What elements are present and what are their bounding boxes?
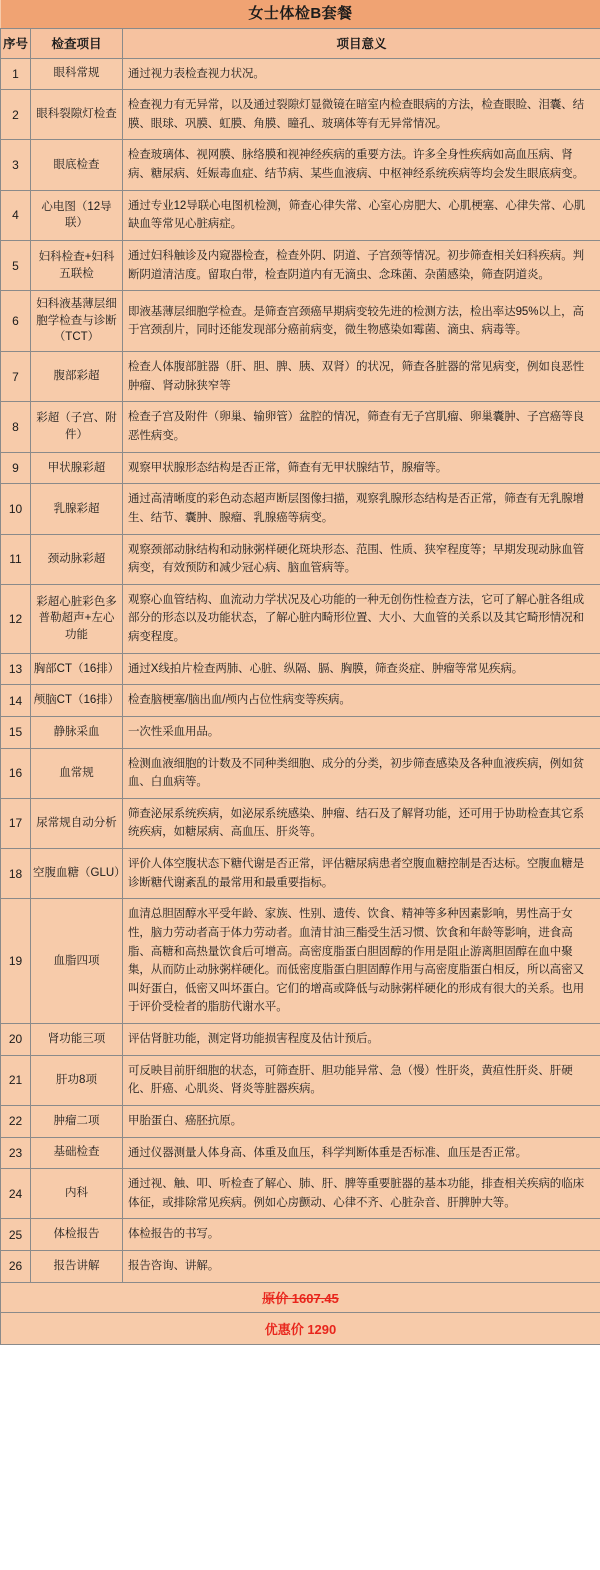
row-number: 2 <box>1 90 31 140</box>
row-number: 19 <box>1 899 31 1024</box>
row-item-name: 腹部彩超 <box>31 352 123 402</box>
row-item-name: 眼科常规 <box>31 58 123 90</box>
table-title-row <box>1 0 600 28</box>
table-row <box>1 190 600 240</box>
table-row <box>1 291 600 352</box>
row-item-name: 乳腺彩超 <box>31 484 123 534</box>
table-row <box>1 1105 600 1137</box>
row-number: 23 <box>1 1137 31 1169</box>
row-number: 25 <box>1 1219 31 1251</box>
table-row <box>1 1024 600 1056</box>
column-header-meaning: 项目意义 <box>123 28 600 58</box>
row-number: 9 <box>1 452 31 484</box>
column-header-no: 序号 <box>1 28 31 58</box>
discount-price-row <box>1 1312 600 1344</box>
row-number: 26 <box>1 1251 31 1283</box>
table-row <box>1 685 600 717</box>
table-row <box>1 653 600 685</box>
row-item-meaning: 检查脑梗塞/脑出血/颅内占位性病变等疾病。 <box>123 685 600 717</box>
row-item-name: 眼底检查 <box>31 140 123 190</box>
table-row <box>1 798 600 848</box>
row-item-name: 心电图（12导联） <box>31 190 123 240</box>
row-number: 17 <box>1 798 31 848</box>
row-item-meaning: 检查视力有无异常，以及通过裂隙灯显微镜在暗室内检查眼病的方法，检查眼睑、泪囊、结膜、眼球、巩膜、虹膜、角膜、瞳孔、玻璃体等有无异常情况。 <box>123 90 600 140</box>
row-item-name: 彩超（子宫、附件） <box>31 402 123 452</box>
row-number: 18 <box>1 849 31 899</box>
column-header-item: 检查项目 <box>31 28 123 58</box>
row-item-meaning: 检查子宫及附件（卵巢、输卵管）盆腔的情况，筛查有无子宫肌瘤、卵巢囊肿、子宫癌等良恶性病变。 <box>123 402 600 452</box>
table-row <box>1 1169 600 1219</box>
table-row <box>1 1137 600 1169</box>
row-item-name: 基础检查 <box>31 1137 123 1169</box>
table-row <box>1 484 600 534</box>
row-number: 5 <box>1 240 31 290</box>
row-item-name: 体检报告 <box>31 1219 123 1251</box>
row-item-name: 尿常规自动分析 <box>31 798 123 848</box>
row-number: 6 <box>1 291 31 352</box>
row-item-meaning: 通过视、触、叩、听检查了解心、肺、肝、脾等重要脏器的基本功能，排查相关疾病的临床体征，或排除常见疾病。例如心房颤动、心律不齐、心脏杂音、肝脾肿大等。 <box>123 1169 600 1219</box>
row-item-name: 空腹血糖（GLU） <box>31 849 123 899</box>
table-row <box>1 402 600 452</box>
row-item-meaning: 通过X线拍片检查两肺、心脏、纵隔、膈、胸膜，筛查炎症、肿瘤等常见疾病。 <box>123 653 600 685</box>
table-row <box>1 452 600 484</box>
row-number: 24 <box>1 1169 31 1219</box>
row-item-name: 肿瘤二项 <box>31 1105 123 1137</box>
row-item-name: 颅脑CT（16排） <box>31 685 123 717</box>
row-item-meaning: 体检报告的书写。 <box>123 1219 600 1251</box>
row-number: 8 <box>1 402 31 452</box>
row-item-meaning: 评估肾脏功能，测定肾功能损害程度及估计预后。 <box>123 1024 600 1056</box>
row-number: 1 <box>1 58 31 90</box>
row-number: 12 <box>1 584 31 653</box>
row-number: 14 <box>1 685 31 717</box>
row-item-name: 肾功能三项 <box>31 1024 123 1056</box>
row-number: 20 <box>1 1024 31 1056</box>
table-row <box>1 716 600 748</box>
table-row <box>1 240 600 290</box>
row-number: 21 <box>1 1055 31 1105</box>
row-item-name: 静脉采血 <box>31 716 123 748</box>
row-number: 15 <box>1 716 31 748</box>
row-item-meaning: 通过仪器测量人体身高、体重及血压，科学判断体重是否标准、血压是否正常。 <box>123 1137 600 1169</box>
row-item-meaning: 检测血液细胞的计数及不同种类细胞、成分的分类，初步筛查感染及各种血液疾病，例如贫血、白血病等。 <box>123 748 600 798</box>
table-row <box>1 748 600 798</box>
row-item-name: 内科 <box>31 1169 123 1219</box>
row-number: 11 <box>1 534 31 584</box>
row-item-meaning: 甲胎蛋白、癌胚抗原。 <box>123 1105 600 1137</box>
row-number: 3 <box>1 140 31 190</box>
row-item-meaning: 即液基薄层细胞学检查。是筛查宫颈癌早期病变较先进的检测方法，检出率达95%以上，高于宫颈刮片，同时还能发现部分癌前病变，微生物感染如霉菌、滴虫、病毒等。 <box>123 291 600 352</box>
row-item-meaning: 观察甲状腺形态结构是否正常，筛查有无甲状腺结节，腺瘤等。 <box>123 452 600 484</box>
table-row <box>1 1055 600 1105</box>
table-row <box>1 849 600 899</box>
row-item-meaning: 一次性采血用品。 <box>123 716 600 748</box>
row-item-meaning: 评价人体空腹状态下糖代谢是否正常，评估糖尿病患者空腹血糖控制是否达标。空腹血糖是诊断糖代谢紊乱的最常用和最重要指标。 <box>123 849 600 899</box>
row-item-name: 眼科裂隙灯检查 <box>31 90 123 140</box>
row-item-name: 肝功8项 <box>31 1055 123 1105</box>
row-item-meaning: 检查人体腹部脏器（肝、胆、脾、胰、双肾）的状况，筛查各脏器的常见病变，例如良恶性肿瘤、肾动脉狭窄等 <box>123 352 600 402</box>
row-number: 10 <box>1 484 31 534</box>
table-row <box>1 140 600 190</box>
table-row <box>1 58 600 90</box>
original-price-text: 原价 1607.45 <box>262 1290 339 1306</box>
row-item-meaning: 可反映目前肝细胞的状态，可筛查肝、胆功能异常、急（慢）性肝炎，黄疸性肝炎、肝硬化、肝癌、心肌炎、肾炎等脏器疾病。 <box>123 1055 600 1105</box>
row-item-meaning: 通过专业12导联心电图机检测，筛查心律失常、心室心房肥大、心肌梗塞、心律失常、心肌缺血等常见心脏病症。 <box>123 190 600 240</box>
row-item-meaning: 通过视力表检查视力状况。 <box>123 58 600 90</box>
row-item-meaning: 筛查泌尿系统疾病，如泌尿系统感染、肿瘤、结石及了解肾功能，还可用于协助检查其它系统疾病，如糖尿病、高血压、肝炎等。 <box>123 798 600 848</box>
page-title: 女士体检B套餐 <box>1 0 600 28</box>
row-item-meaning: 检查玻璃体、视网膜、脉络膜和视神经疾病的重要方法。许多全身性疾病如高血压病、肾病、糖尿病、妊娠毒血症、结节病、某些血液病、中枢神经系统疾病等均会发生眼底病变。 <box>123 140 600 190</box>
row-number: 16 <box>1 748 31 798</box>
row-number: 7 <box>1 352 31 402</box>
table-row <box>1 584 600 653</box>
table-header-row <box>1 28 600 58</box>
row-item-meaning: 报告咨询、讲解。 <box>123 1251 600 1283</box>
row-item-name: 彩超心脏彩色多普勒超声+左心功能 <box>31 584 123 653</box>
row-item-name: 血脂四项 <box>31 899 123 1024</box>
row-number: 22 <box>1 1105 31 1137</box>
row-item-name: 颈动脉彩超 <box>31 534 123 584</box>
row-item-name: 胸部CT（16排） <box>31 653 123 685</box>
discount-price: 优惠价 1290 <box>1 1312 600 1344</box>
table-row <box>1 1251 600 1283</box>
table-row <box>1 352 600 402</box>
row-item-meaning: 血清总胆固醇水平受年龄、家族、性别、遗传、饮食、精神等多种因素影响，男性高于女性，脑力劳动者高于体力劳动者。血清甘油三酯受生活习惯、饮食和年龄等影响，进食高脂、高糖和高热量饮食后可增高。高密度脂蛋白胆固醇的作用是阻止游离胆固醇在血中聚集，从而防止动脉粥样硬化。而低密度脂蛋白胆固醇作用与高密度脂蛋白相反，所以高密又叫好蛋白，低密又叫坏蛋白。它们的增高或降低与动脉粥样硬化的形成有很大的关系。也用于评价受检者的脂肪代谢水平。 <box>123 899 600 1024</box>
row-item-meaning: 观察颈部动脉结构和动脉粥样硬化斑块形态、范围、性质、狭窄程度等；早期发现动脉血管病变，有效预防和减少冠心病、脑血管病等。 <box>123 534 600 584</box>
table-row <box>1 90 600 140</box>
row-item-meaning: 通过妇科触诊及内窥器检查，检查外阴、阴道、子宫颈等情况。初步筛查相关妇科疾病。判断阴道清洁度。留取白带，检查阴道内有无滴虫、念珠菌、杂菌感染，筛查阴道炎。 <box>123 240 600 290</box>
row-item-meaning: 观察心血管结构、血流动力学状况及心功能的一种无创伤性检查方法，它可了解心脏各组成部分的形态以及功能状态，了解心脏内畸形位置、大小、大血管的关系以及其它畸形情况和病变程度。 <box>123 584 600 653</box>
row-item-name: 妇科检查+妇科五联检 <box>31 240 123 290</box>
original-price <box>1 1282 600 1312</box>
table-row <box>1 1219 600 1251</box>
row-number: 4 <box>1 190 31 240</box>
row-item-name: 妇科液基薄层细胞学检查与诊断（TCT） <box>31 291 123 352</box>
row-item-meaning: 通过高清晰度的彩色动态超声断层图像扫描，观察乳腺形态结构是否正常，筛查有无乳腺增生、结节、囊肿、腺瘤、乳腺癌等病变。 <box>123 484 600 534</box>
table-row <box>1 899 600 1024</box>
row-item-name: 报告讲解 <box>31 1251 123 1283</box>
original-price-row <box>1 1282 600 1312</box>
table-row <box>1 534 600 584</box>
row-number: 13 <box>1 653 31 685</box>
row-item-name: 甲状腺彩超 <box>31 452 123 484</box>
row-item-name: 血常规 <box>31 748 123 798</box>
